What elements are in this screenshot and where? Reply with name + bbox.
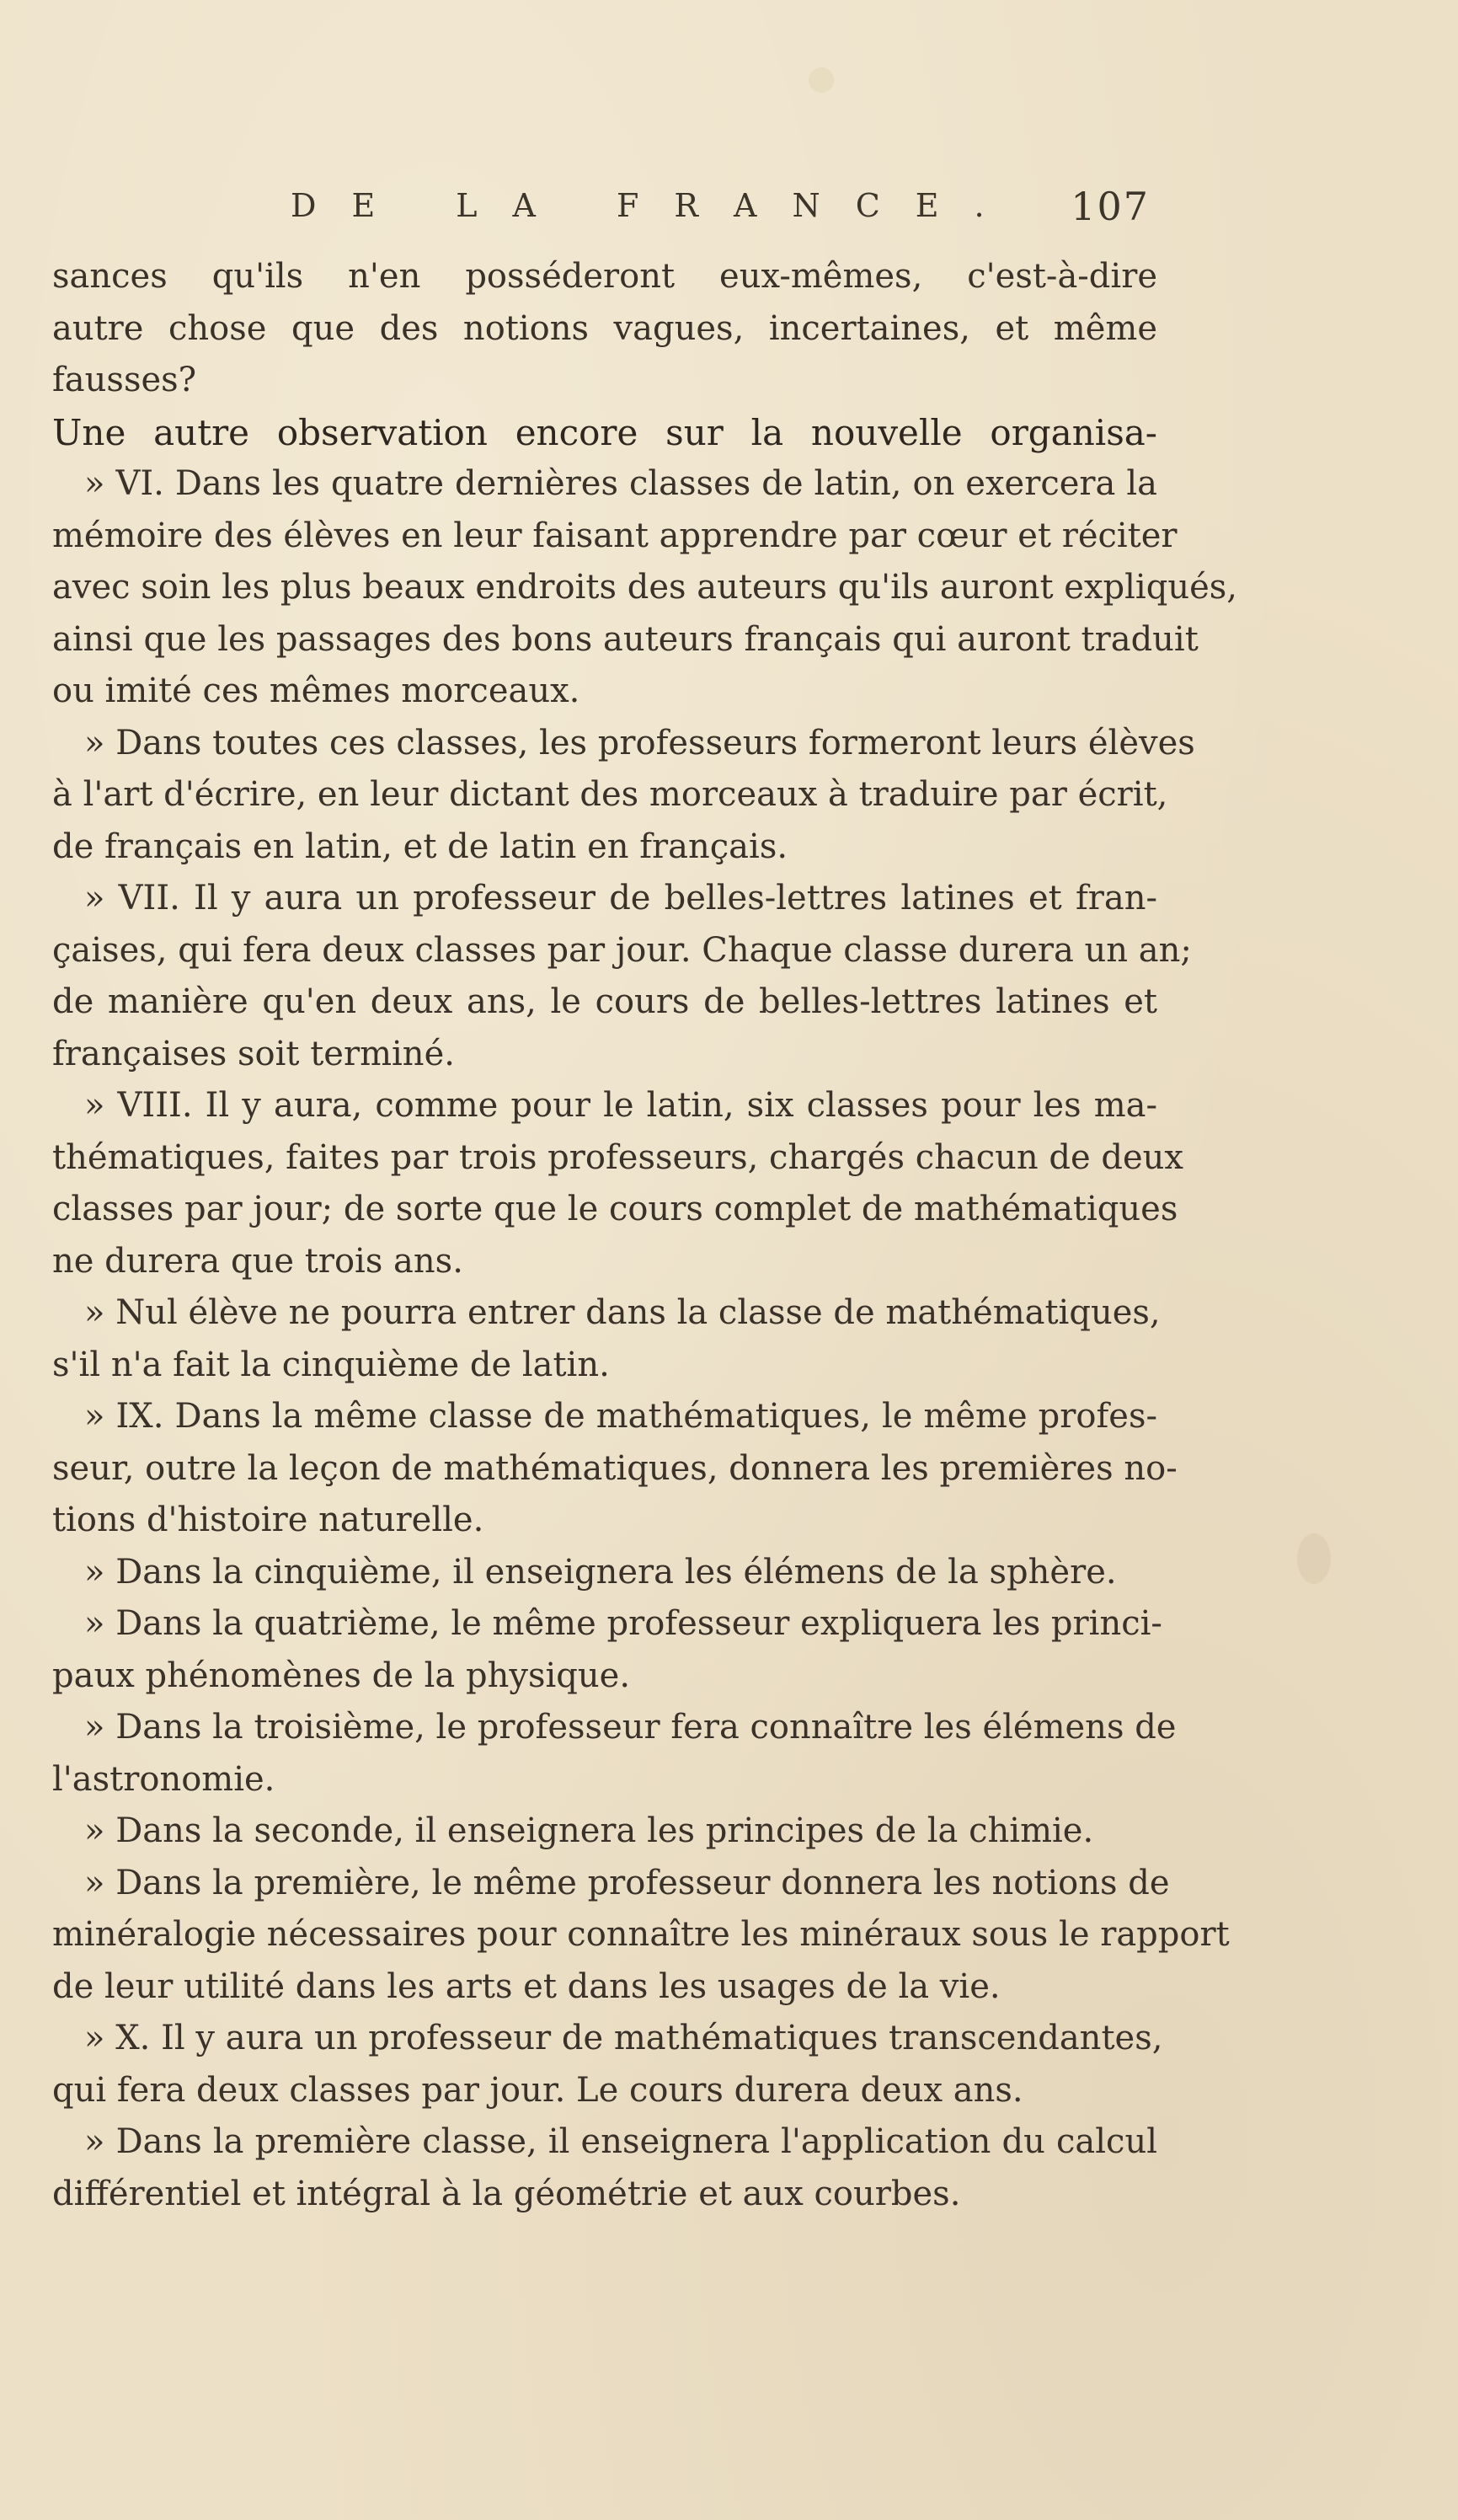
text-line: de français en latin, et de latin en français. <box>52 827 788 866</box>
paper-stain <box>1297 1533 1331 1584</box>
page-number: 107 <box>1071 184 1150 229</box>
paper-stain <box>809 67 834 93</box>
text-line: » Dans la première classe, il enseignera l'application du calcul <box>84 2122 1157 2161</box>
running-head <box>291 184 1150 238</box>
text-line: » Dans la troisième, le professeur fera connaître les élémens de <box>84 1708 1177 1747</box>
text-line: » X. Il y aura un professeur de mathématiques transcendantes, <box>84 2019 1163 2057</box>
text-line: thématiques, faites par trois professeurs, chargés chacun de deux <box>52 1137 1183 1177</box>
text-line: autre chose que des notions vagues, incertaines, et même <box>52 308 1157 348</box>
text-line: minéralogie nécessaires pour connaître les minéraux sous le rapport <box>52 1915 1230 1954</box>
text-line: Une autre observation encore sur la nouvelle organisa- <box>52 411 1157 453</box>
text-line: mémoire des élèves en leur faisant apprendre par cœur et réciter <box>52 516 1178 555</box>
text-line: » Dans la quatrième, le même professeur expliquera les princi- <box>84 1604 1162 1643</box>
text-line: » Dans la seconde, il enseignera les principes de la chimie. <box>84 1811 1094 1850</box>
text-line: fausses? <box>52 361 197 399</box>
text-line: » Nul élève ne pourra entrer dans la classe de mathématiques, <box>84 1293 1161 1332</box>
text-line: seur, outre la leçon de mathématiques, donnera les premières no- <box>52 1448 1178 1488</box>
text-line: de leur utilité dans les arts et dans les usages de la vie. <box>52 1966 1001 2006</box>
text-line: » VII. Il y aura un professeur de belles-lettres latines et fran- <box>84 879 1157 918</box>
text-line: » Dans la première, le même professeur donnera les notions de <box>84 1863 1170 1902</box>
text-line: différentiel et intégral à la géométrie et aux courbes. <box>52 2174 961 2213</box>
text-line: classes par jour; de sorte que le cours complet de mathématiques <box>52 1190 1178 1228</box>
text-line: » VIII. Il y aura, comme pour le latin, six classes pour les ma- <box>84 1086 1157 1125</box>
text-line: à l'art d'écrire, en leur dictant des morceaux à traduire par écrit, <box>52 775 1168 814</box>
text-line: ou imité ces mêmes morceaux. <box>52 671 580 710</box>
text-line: » IX. Dans la même classe de mathématiques, le même profes- <box>84 1397 1157 1436</box>
text-line: sances qu'ils n'en posséderont eux-mêmes, c'est-à-dire <box>52 257 1157 296</box>
text-line: qui fera deux classes par jour. Le cours durera deux ans. <box>52 2070 1023 2110</box>
text-line: paux phénomènes de la physique. <box>52 1656 631 1695</box>
text-line: » Dans la cinquième, il enseignera les élémens de la sphère. <box>84 1552 1117 1592</box>
text-line: tions d'histoire naturelle. <box>52 1501 484 1539</box>
text-line: avec soin les plus beaux endroits des auteurs qu'ils auront expliqués, <box>52 568 1237 607</box>
running-title: DE LA FRANCE. <box>291 187 1020 224</box>
text-line: ne durera que trois ans. <box>52 1241 463 1281</box>
text-line: s'il n'a fait la cinquième de latin. <box>52 1345 610 1384</box>
text-line: l'astronomie. <box>52 1759 275 1799</box>
body-text <box>52 251 1237 2220</box>
text-line: françaises soit terminé. <box>52 1034 455 1073</box>
text-line: » Dans toutes ces classes, les professeurs formeront leurs élèves <box>84 723 1195 762</box>
text-line: » VI. Dans les quatre dernières classes de latin, on exercera la <box>84 464 1157 503</box>
text-line: ainsi que les passages des bons auteurs français qui auront traduit <box>52 619 1199 659</box>
text-line: de manière qu'en deux ans, le cours de belles-lettres latines et <box>52 982 1157 1021</box>
text-line: çaises, qui fera deux classes par jour. Chaque classe durera un an; <box>52 930 1192 970</box>
